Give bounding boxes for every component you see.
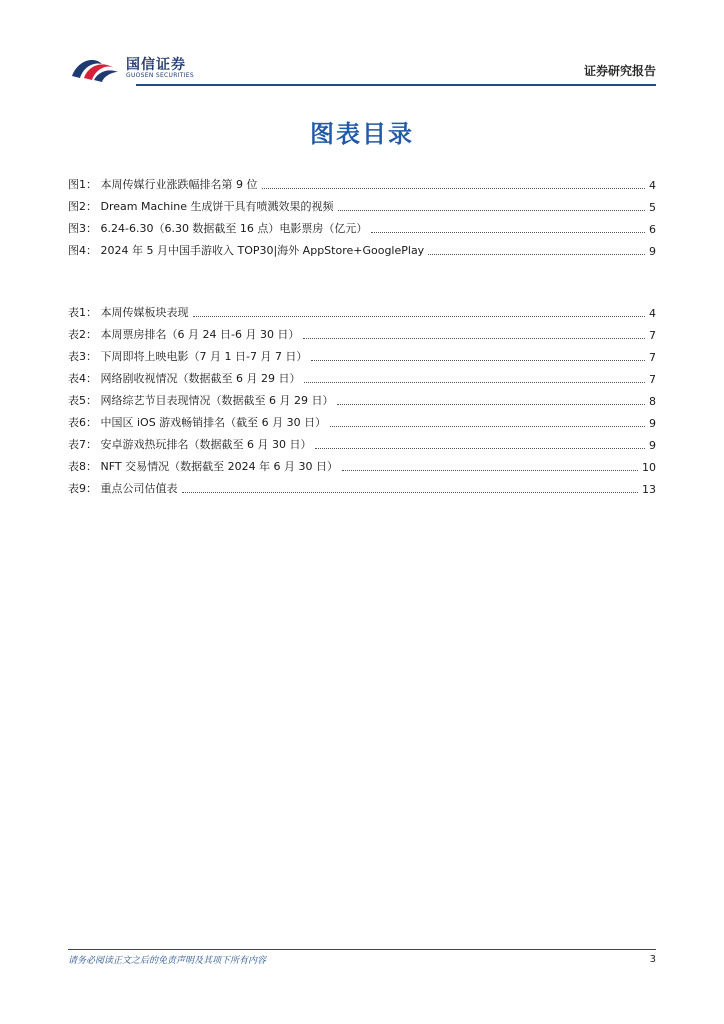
toc-entry-label: 图1： 本周传媒行业涨跌幅排名第 9 位	[68, 178, 258, 191]
toc-leader-dots	[337, 404, 645, 405]
table-list	[68, 298, 656, 496]
toc-entry-label: 图2： Dream Machine 生成饼干具有喷溅效果的视频	[68, 200, 334, 213]
toc-entry-page: 7	[649, 373, 656, 386]
toc-entry-table-2[interactable]	[68, 320, 656, 342]
toc-entry-label: 表2： 本周票房排名（6 月 24 日-6 月 30 日）	[68, 328, 300, 341]
toc-leader-dots	[182, 492, 639, 493]
toc-entry-label: 图3： 6.24-6.30（6.30 数据截至 16 点）电影票房（亿元）	[68, 222, 368, 235]
toc-entry-table-3[interactable]	[68, 342, 656, 364]
toc-entry-page: 13	[642, 483, 656, 496]
toc-entry-table-9[interactable]	[68, 474, 656, 496]
page-number: 3	[649, 954, 656, 965]
toc-entry-label: 表9： 重点公司估值表	[68, 482, 178, 495]
toc-entry-label: 表5： 网络综艺节目表现情况（数据截至 6 月 29 日）	[68, 394, 334, 407]
toc-leader-dots	[315, 448, 645, 449]
toc-entry-table-7[interactable]	[68, 430, 656, 452]
toc-leader-dots	[304, 382, 645, 383]
toc-leader-dots	[330, 426, 645, 427]
toc-entry-page: 9	[649, 417, 656, 430]
disclaimer-text: 请务必阅读正文之后的免责声明及其项下所有内容	[68, 956, 267, 966]
toc-leader-dots	[342, 470, 638, 471]
figure-list	[68, 170, 656, 258]
toc-entry-page: 9	[649, 439, 656, 452]
toc-entry-page: 6	[649, 223, 656, 236]
toc-leader-dots	[311, 360, 645, 361]
toc-entry-figure-3[interactable]	[68, 214, 656, 236]
toc-entry-figure-1[interactable]	[68, 170, 656, 192]
toc-entry-label: 表7： 安卓游戏热玩排名（数据截至 6 月 30 日）	[68, 438, 312, 451]
brand-name-en: GUOSEN SECURITIES	[126, 72, 195, 79]
toc-entry-label: 表8： NFT 交易情况（数据截至 2024 年 6 月 30 日）	[68, 460, 339, 473]
toc-entry-table-1[interactable]	[68, 298, 656, 320]
toc-entry-page: 7	[649, 351, 656, 364]
toc-entry-label: 表4： 网络剧收视情况（数据截至 6 月 29 日）	[68, 372, 301, 385]
page-header	[68, 48, 656, 88]
header-divider	[136, 84, 656, 86]
toc-entry-table-8[interactable]	[68, 452, 656, 474]
toc-leader-dots	[303, 338, 645, 339]
toc-entry-label: 表6： 中国区 iOS 游戏畅销排名（截至 6 月 30 日）	[68, 416, 327, 429]
footer-divider	[68, 949, 656, 950]
toc-entry-page: 9	[649, 245, 656, 258]
report-type-label: 证券研究报告	[583, 64, 656, 78]
toc-leader-dots	[193, 316, 646, 317]
toc-entry-page: 4	[649, 179, 656, 192]
toc-entry-table-5[interactable]	[68, 386, 656, 408]
toc-entry-label: 表3： 下周即将上映电影（7 月 1 日-7 月 7 日）	[68, 350, 308, 363]
toc-entry-label: 图4： 2024 年 5 月中国手游收入 TOP30|海外 AppStore+GooglePlay	[68, 244, 425, 257]
toc-entry-page: 10	[642, 461, 656, 474]
brand-name-cn: 国信证券	[126, 57, 186, 73]
toc-entry-page: 4	[649, 307, 656, 320]
toc-entry-figure-4[interactable]	[68, 236, 656, 258]
toc-entry-page: 7	[649, 329, 656, 342]
toc-entry-label: 表1： 本周传媒板块表现	[68, 306, 189, 319]
toc-entry-table-6[interactable]	[68, 408, 656, 430]
toc-leader-dots	[338, 210, 645, 211]
toc-leader-dots	[262, 188, 646, 189]
toc-leader-dots	[371, 232, 645, 233]
page-title: 图表目录	[310, 120, 414, 148]
toc-entry-figure-2[interactable]	[68, 192, 656, 214]
toc-entry-page: 5	[649, 201, 656, 214]
toc-entry-table-4[interactable]	[68, 364, 656, 386]
toc-leader-dots	[428, 254, 645, 255]
guosen-logo-icon	[68, 50, 122, 84]
toc-entry-page: 8	[649, 395, 656, 408]
